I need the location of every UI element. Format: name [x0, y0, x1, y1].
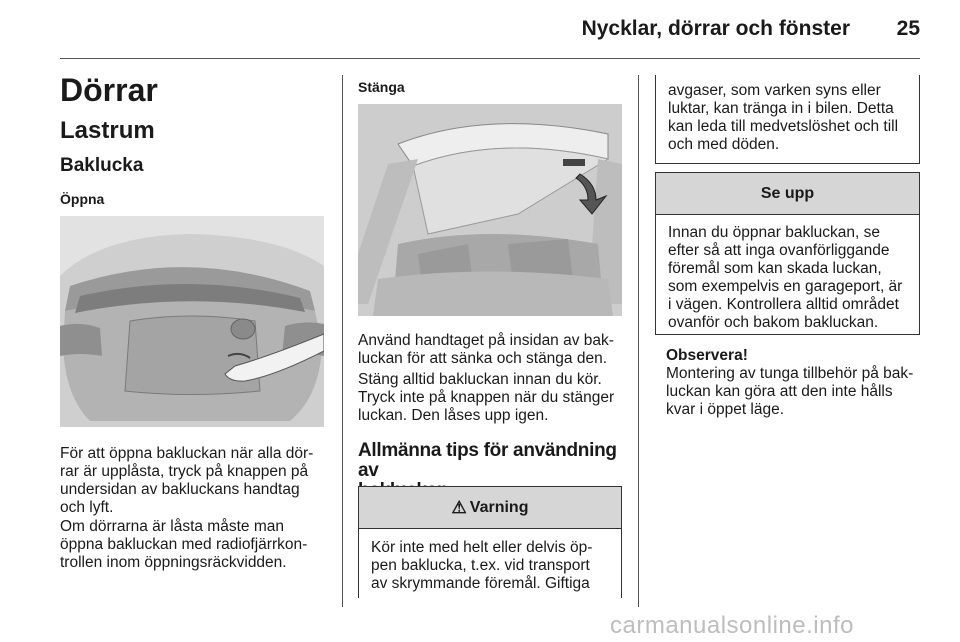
- watermark: carmanualsonline.info: [610, 612, 854, 639]
- column-divider-1: [342, 75, 343, 607]
- page-number: 25: [896, 17, 920, 40]
- open-paragraph-1: För att öppna bakluckan när alla dör- rar är upplåsta, tryck på knappen på undersidan av bakluckans handtag och lyft.: [60, 445, 314, 516]
- close-heading: Stänga: [358, 79, 405, 95]
- chapter-heading: Dörrar: [60, 72, 158, 108]
- close-paragraph-1: Använd handtaget på insidan av bak- luckan för att sänka och stänga den.: [358, 332, 614, 367]
- warning-box: [358, 486, 622, 598]
- running-header-title: Nycklar, dörrar och fönster: [581, 17, 850, 40]
- warning-text-continued: avgaser, som varken syns eller luktar, kan tränga in i bilen. Detta kan leda till medvetslöshet och till och med döden.: [668, 82, 899, 153]
- caution-box: [655, 172, 920, 335]
- warning-title: Varning: [469, 498, 529, 516]
- subsection-heading: Baklucka: [60, 155, 144, 176]
- column-divider-2: [638, 75, 639, 607]
- close-paragraph-2: Stäng alltid bakluckan innan du kör. Tryck inte på knappen när du stänger luckan. Den låses upp igen.: [358, 371, 615, 424]
- open-paragraph-2: Om dörrarna är låsta måste man öppna bakluckan med radiofjärrkon- trollen inom öppningsräckvidden.: [60, 518, 308, 571]
- tailgate-handle-illustration: [60, 216, 324, 427]
- note-title: Observera!: [666, 347, 748, 364]
- general-tips-heading: Allmänna tips för användning av: [358, 440, 617, 481]
- car-rear-illustration: [60, 216, 324, 427]
- caution-text: Innan du öppnar bakluckan, se efter så att inga ovanförliggande föremål som kan skada luckan, som exempelvis en garageport, är i vägen. Kontrollera alltid området ovanför och bakom bakluckan.: [668, 224, 903, 331]
- section-heading: Lastrum: [60, 117, 155, 144]
- warning-box-continued: [655, 75, 920, 164]
- tailgate-close-illustration: [358, 104, 622, 316]
- caution-header: [656, 173, 919, 215]
- header-rule: [60, 58, 920, 59]
- open-tailgate-illustration: [358, 104, 622, 316]
- warning-text: Kör inte med helt eller delvis öp- pen baklucka, t.ex. vid transport av skrymmande föremål. Giftiga: [371, 539, 593, 592]
- warning-header: [359, 487, 621, 529]
- note-text: Montering av tunga tillbehör på bak- luckan kan göra att den inte hålls kvar i öppet läge.: [666, 365, 914, 418]
- warning-triangle-icon: ⚠: [451, 497, 467, 517]
- open-heading: Öppna: [60, 191, 105, 207]
- caution-title: Se upp: [760, 184, 815, 202]
